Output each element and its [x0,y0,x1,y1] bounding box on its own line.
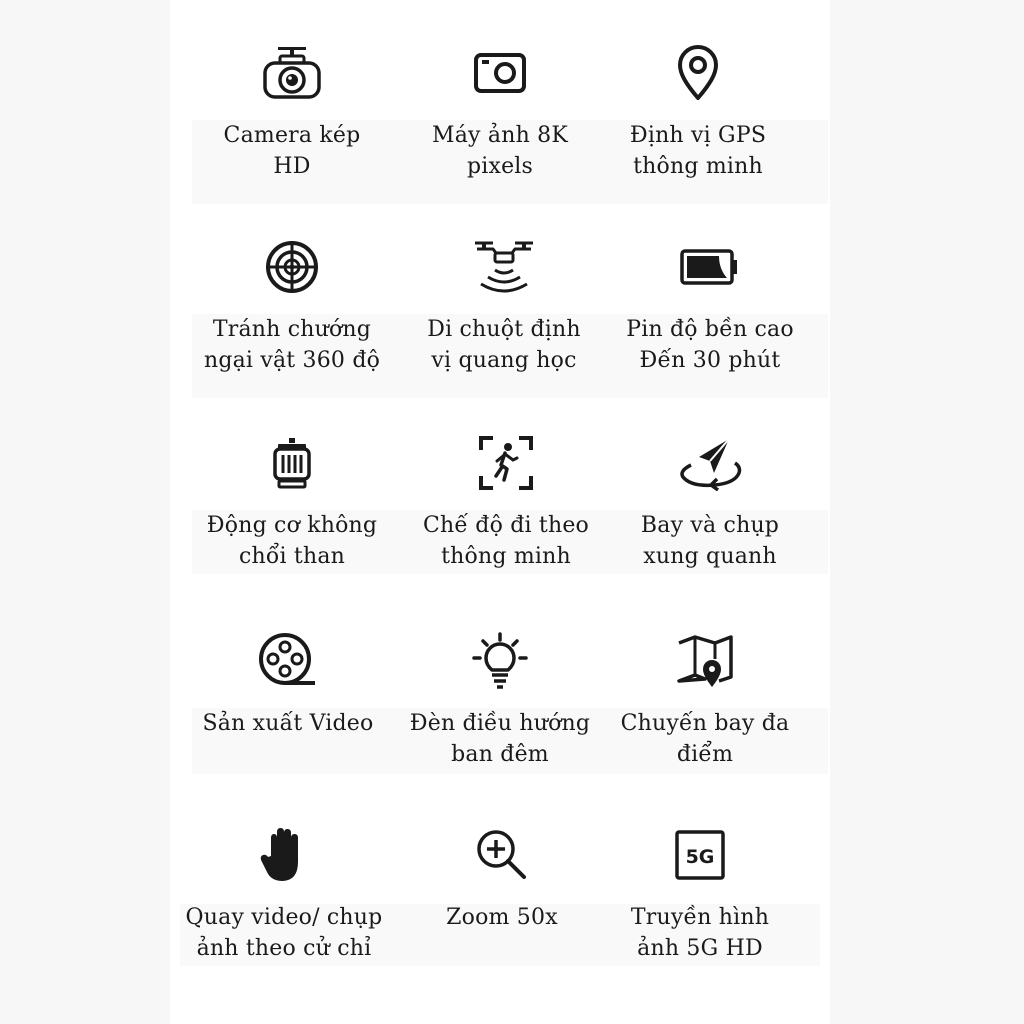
feature-label: Chế độ đi theo thông minh [422,513,590,569]
feature-label: Sản xuất Video [202,711,374,736]
feature-label: Định vị GPS thông minh [629,123,767,179]
feature-label: Máy ảnh 8K pixels [432,123,568,179]
5g-icon-text: 5G [685,846,715,868]
feature-night-light [390,626,610,816]
feature-optical-positioning [394,232,614,422]
orbit-plane-icon [600,428,820,498]
feature-dual-camera [182,38,402,228]
drone-hover-icon [394,232,614,302]
feature-label: Pin độ bền cao Đến 30 phút [626,317,794,373]
feature-label: Tránh chướng ngại vật 360 độ [203,317,381,373]
feature-8k-camera [390,38,610,228]
battery-icon [600,232,820,302]
feature-label: Quay video/ chụp ảnh theo cử chỉ [185,905,383,961]
feature-gps [588,38,808,228]
feature-follow-me [396,428,616,618]
target-crosshair-icon [182,232,402,302]
feature-label: Đèn điều hướng ban đêm [409,711,591,767]
map-waypoint-icon [595,626,815,696]
5g-icon [590,820,810,890]
follow-me-icon [396,428,616,498]
hand-gesture-icon [174,820,394,890]
light-bulb-icon [390,626,610,696]
film-reel-icon [178,626,398,696]
camera-icon [390,38,610,108]
location-pin-icon [588,38,808,108]
feature-label: Truyền hình ảnh 5G HD [630,905,770,961]
feature-battery [600,232,820,422]
feature-video [178,626,398,816]
feature-obstacle-avoidance [182,232,402,422]
feature-label: Zoom 50x [446,905,558,930]
feature-gesture [174,820,394,1010]
feature-orbit [600,428,820,618]
feature-label: Động cơ không chổi than [206,513,378,569]
feature-zoom [392,820,612,1010]
feature-label: Bay và chụp xung quanh [640,513,780,569]
zoom-in-icon [392,820,612,890]
feature-5g [590,820,810,1010]
brushless-motor-icon [182,428,402,498]
feature-label: Camera kép HD [223,123,361,179]
dual-camera-icon [182,38,402,108]
feature-label: Chuyến bay đa điểm [620,711,790,767]
feature-brushless-motor [182,428,402,618]
feature-label: Di chuột định vị quang học [427,317,581,373]
feature-waypoints [595,626,815,816]
